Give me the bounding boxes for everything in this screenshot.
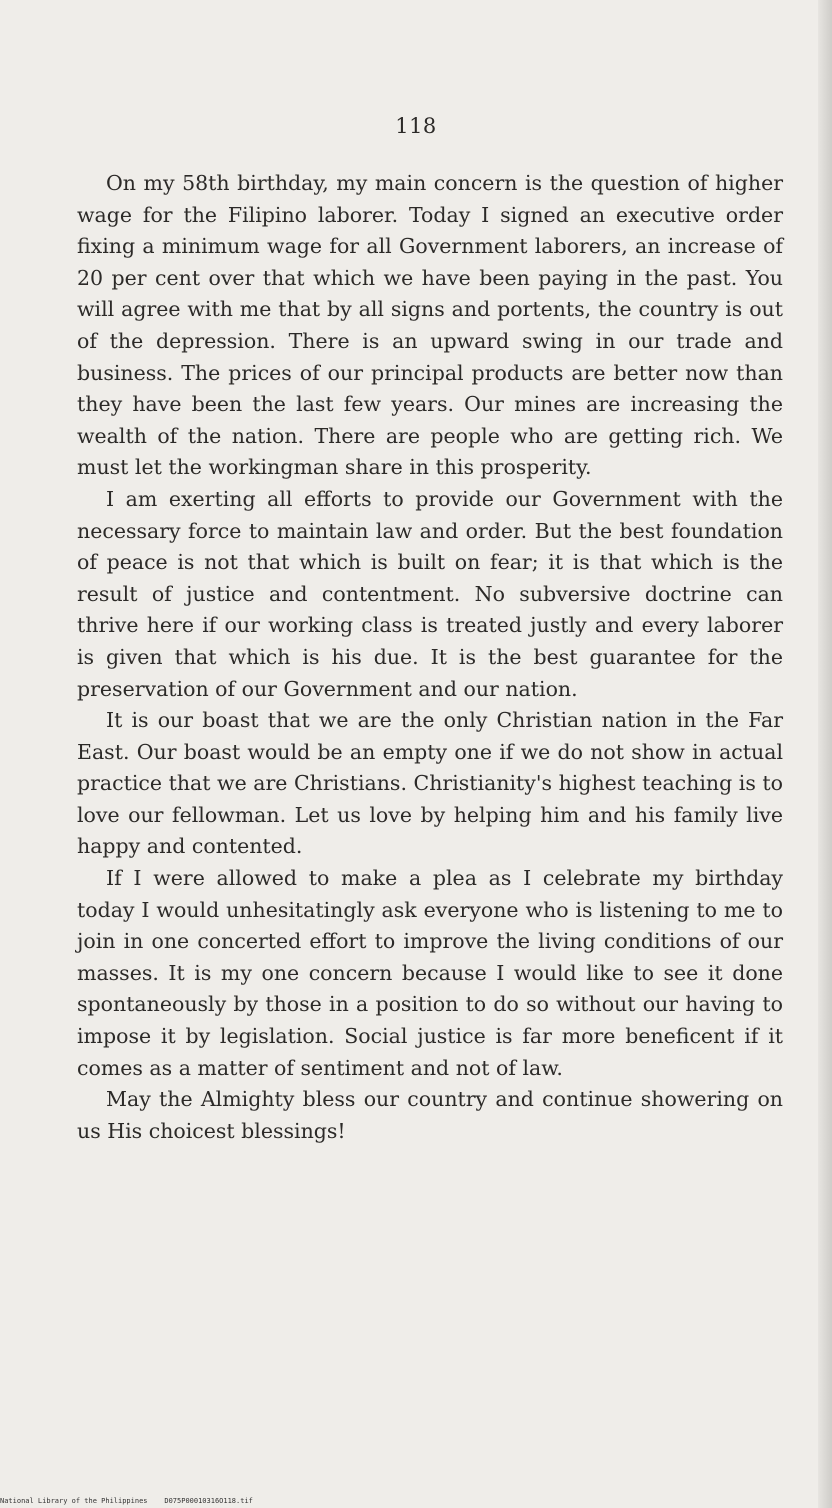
paragraph-4: If I were allowed to make a plea as I celebrate my birthday today I would unhesitatingly ask everyone who is listening to me to join in one concerted effort to improve the living conditions of our masses. It is my one concern because I would like to see it done spontaneously by those in a position to do so without our having to impose it by legislation. Social justice is far more beneficent if it comes as a matter of sentiment and not of law. <box>77 866 783 1080</box>
footer-library: National Library of the Philippines <box>0 1497 148 1505</box>
paragraph-3: It is our boast that we are the only Christian nation in the Far East. Our boast would be an empty one if we do not show in actual practice that we are Christians. Christianity's highest teaching is to love our fellowman. Let us love by helping him and his family live happy and contented. <box>77 708 783 859</box>
body-text <box>77 168 783 1147</box>
paragraph-2: I am exerting all efforts to provide our Government with the necessary force to maintain law and order. But the best foundation of peace is not that which is built on fear; it is that which is the result of justice and contentment. No subversive doctrine can thrive here if our working class is treated justly and every laborer is given that which is his due. It is the best guarantee for the preservation of our Government and our nation. <box>77 486 783 701</box>
footer-file-id: D075P00010316O118.tif <box>164 1497 253 1505</box>
page-number: 118 <box>395 114 437 138</box>
paragraph-5: May the Almighty bless our country and continue showering on us His choicest blessings! <box>77 1087 783 1143</box>
scan-footer <box>0 1497 253 1505</box>
page-edge-shadow <box>818 0 832 1508</box>
paragraph-1: On my 58th birthday, my main concern is the question of higher wage for the Filipino laborer. Today I signed an executive order fixing a minimum wage for all Government laborers, an increase of 20 per cent over that which we have been paying in the past. You will agree with me that by all signs and portents, the country is out of the depression. There is an upward swing in our trade and business. The prices of our principal products are better now than they have been the last few years. Our mines are increasing the wealth of the nation. There are people who are getting rich. We must let the workingman share in this prosperity. <box>77 171 783 480</box>
